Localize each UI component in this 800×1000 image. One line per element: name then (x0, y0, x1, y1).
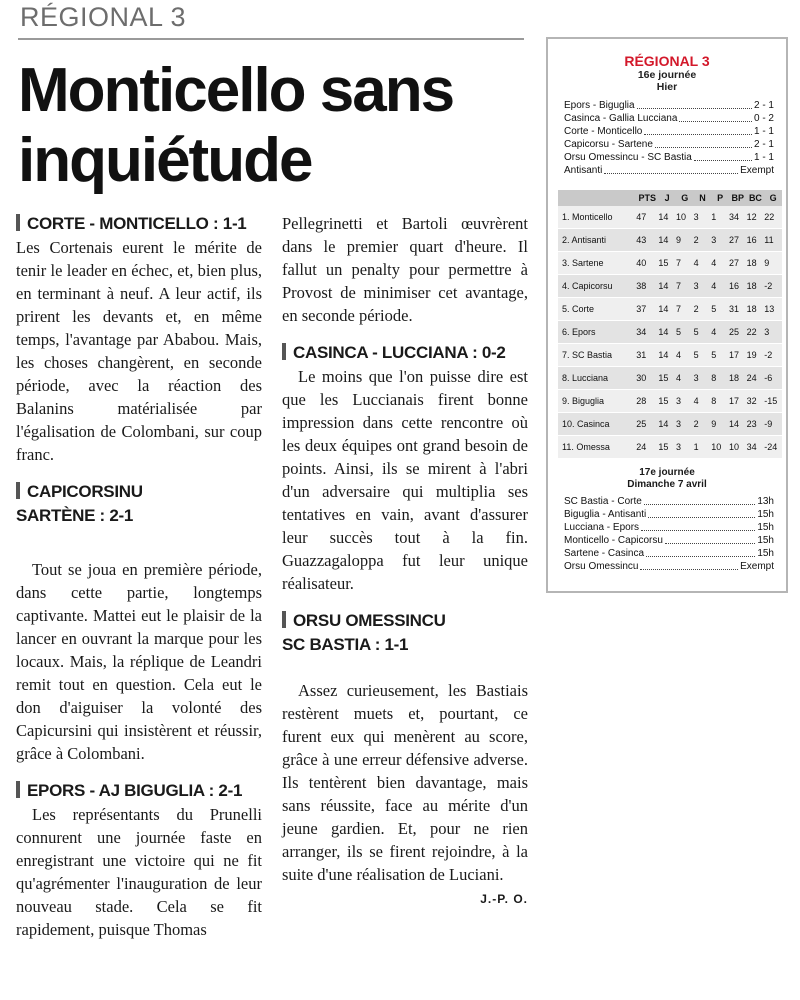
standings-col-header: N (694, 190, 712, 206)
standings-cell: 34 (636, 321, 658, 344)
fixture-row-label: SC Bastia - Corte (564, 496, 642, 507)
standings-team: 10. Casinca (558, 413, 636, 436)
standings-col-header: P (711, 190, 729, 206)
standings-cell: 18 (747, 252, 765, 275)
standings-col-header (558, 190, 636, 206)
standings-cell: 9 (676, 229, 694, 252)
standings-cell: 3 (676, 436, 694, 459)
standings-row (558, 390, 782, 413)
leader-dots (694, 160, 752, 161)
sidebar-header (552, 53, 782, 93)
standings-body (558, 206, 782, 459)
result-row-value: 1 - 1 (753, 152, 774, 163)
standings-cell: 3 (694, 367, 712, 390)
standings-cell: -15 (764, 390, 782, 413)
standings-cell: 7 (676, 275, 694, 298)
standings-cell: 9 (711, 413, 729, 436)
sidebar-round-sub: Hier (656, 81, 678, 93)
section-heading-epors-biguglia (16, 779, 262, 803)
standings-col-header: BC (747, 190, 765, 206)
standings-cell: 14 (729, 413, 747, 436)
leader-dots (637, 108, 752, 109)
result-row-label: Antisanti (564, 165, 603, 176)
standings-team: 11. Omessa (558, 436, 636, 459)
leader-dots (644, 134, 752, 135)
standings-cell: 9 (764, 252, 782, 275)
standings-row (558, 229, 782, 252)
result-row-label: Casinca - Gallia Lucciana (564, 113, 678, 124)
standings-col-header: G (764, 190, 782, 206)
standings-cell: 43 (636, 229, 658, 252)
standings-cell: 47 (636, 206, 658, 229)
spacer (282, 595, 528, 609)
standings-cell: 38 (636, 275, 658, 298)
fixture-row (564, 495, 774, 508)
paragraph: Tout se joua en première période, dans cette partie, longtemps captivante. Mattei eut le plaisir de la lancer en ouvrant la marque pour les locaux. Mais, la réplique de Leandri remit tout en question. Cela eut le don d'aiguiser la volonté des Capicursini qui insistèrent et réussir, grâce à Colombani. (16, 560, 262, 763)
standings-cell: 15 (658, 252, 676, 275)
standings-cell: 13 (764, 298, 782, 321)
standings-cell: 12 (747, 206, 765, 229)
standings-row (558, 436, 782, 459)
standings-cell: 18 (747, 298, 765, 321)
standings-cell: 1 (711, 206, 729, 229)
standings-cell: 10 (729, 436, 747, 459)
paragraph: Les représentants du Prunelli connurent une journée faste en enregistrant une victoire qui ne fit qu'agrémenter l'inauguration de leur nouveau stade. Cela se fit rapidement, puisque Thomas (16, 805, 262, 939)
standings-cell: 4 (694, 252, 712, 275)
standings-cell: 10 (676, 206, 694, 229)
standings-cell: 4 (711, 252, 729, 275)
standings-cell: 5 (711, 298, 729, 321)
paragraph: Les Cortenais eurent le mérite de tenir le leader en échec, et, bien plus, en terminant à neuf. A leur actif, ils prirent les devants et, en même temps, l'avantage par Ababou. Mais, les choses changèrent, en seconde période, avec la réaction des Balanins matérialisée par l'égalisation de Colombani, sur coup franc. (16, 238, 262, 464)
result-row (564, 138, 774, 151)
standings-row (558, 413, 782, 436)
result-row-label: Epors - Biguglia (564, 100, 635, 111)
standings-cell: 16 (729, 275, 747, 298)
standings-cell: 34 (729, 206, 747, 229)
section-kicker: RÉGIONAL 3 (20, 2, 187, 32)
standings-cell: 4 (676, 344, 694, 367)
standings-cell: 27 (729, 252, 747, 275)
heading-text: ORSU OMESSINCU (293, 611, 446, 630)
fixture-row-value: Exempt (740, 561, 774, 572)
heading-text: SC BASTIA : 1-1 (282, 635, 409, 654)
standings-cell: 4 (676, 367, 694, 390)
next-round-header (548, 467, 786, 491)
standings-row (558, 344, 782, 367)
standings-cell: 7 (676, 298, 694, 321)
standings-cell: 14 (658, 206, 676, 229)
standings-cell: 18 (729, 367, 747, 390)
leader-dots (679, 121, 752, 122)
standings-cell: 11 (764, 229, 782, 252)
standings-cell: 18 (747, 275, 765, 298)
standings-team: 4. Capicorsu (558, 275, 636, 298)
fixture-row-value: 15h (757, 522, 774, 533)
fixture-row-label: Monticello - Capicorsu (564, 535, 663, 546)
standings-cell: 15 (658, 367, 676, 390)
section-heading-casinca-lucciana (282, 341, 528, 365)
standings-cell: 19 (747, 344, 765, 367)
heading-bar (282, 343, 286, 360)
leader-dots (644, 504, 756, 505)
result-row-label: Orsu Omessincu - SC Bastia (564, 152, 692, 163)
standings-cell: 14 (658, 229, 676, 252)
standings-cell: 3 (694, 206, 712, 229)
heading-bar (16, 214, 20, 231)
standings-cell: 2 (694, 229, 712, 252)
standings-cell: 8 (711, 367, 729, 390)
standings-cell: 5 (694, 344, 712, 367)
standings-cell: 40 (636, 252, 658, 275)
result-row-label: Corte - Monticello (564, 126, 643, 137)
standings-cell: 22 (747, 321, 765, 344)
sidebar-round: 16e journée (637, 69, 697, 81)
heading-text: CORTE - MONTICELLO : 1-1 (27, 214, 247, 233)
fixture-row (564, 534, 774, 547)
leader-dots (665, 543, 755, 544)
standings-cell: 17 (729, 344, 747, 367)
standings-cell: 37 (636, 298, 658, 321)
standings-team: 6. Epors (558, 321, 636, 344)
article-column-1 (16, 212, 262, 941)
standings-cell: 34 (747, 436, 765, 459)
standings-team: 9. Biguglia (558, 390, 636, 413)
standings-cell: 7 (676, 252, 694, 275)
standings-cell: 25 (729, 321, 747, 344)
standings-cell: 14 (658, 413, 676, 436)
standings-team: 2. Antisanti (558, 229, 636, 252)
standings-row (558, 252, 782, 275)
fixture-row-label: Orsu Omessincu (564, 561, 639, 572)
next-round-label: 17e journée (639, 467, 695, 478)
standings-cell: -2 (764, 344, 782, 367)
standings-team: 1. Monticello (558, 206, 636, 229)
result-row-value: 2 - 1 (753, 100, 774, 111)
section-heading-orsu-bastia (282, 609, 528, 657)
fixture-row-value: 15h (757, 509, 774, 520)
result-row (564, 125, 774, 138)
kicker-rule (18, 38, 524, 40)
heading-text: CAPICORSINU (27, 482, 143, 501)
fixture-row (564, 547, 774, 560)
standings-cell: 4 (694, 390, 712, 413)
standings-col-header: PTS (636, 190, 658, 206)
heading-text: CASINCA - LUCCIANA : 0-2 (293, 343, 506, 362)
standings-cell: 24 (636, 436, 658, 459)
standings-cell: 24 (747, 367, 765, 390)
leader-dots (604, 173, 738, 174)
standings-cell: 3 (676, 413, 694, 436)
fixtures-list (564, 495, 774, 573)
standings-cell: 16 (747, 229, 765, 252)
spacer (16, 765, 262, 779)
standings-row (558, 275, 782, 298)
standings-cell: 5 (694, 321, 712, 344)
leader-dots (641, 530, 755, 531)
standings-row (558, 367, 782, 390)
result-row (564, 151, 774, 164)
fixture-row (564, 560, 774, 573)
standings-cell: 25 (636, 413, 658, 436)
standings-cell: 31 (636, 344, 658, 367)
standings-cell: -6 (764, 367, 782, 390)
fixture-row-value: 15h (757, 548, 774, 559)
standings-cell: -9 (764, 413, 782, 436)
standings-cell: 27 (729, 229, 747, 252)
fixture-row-label: Sartene - Casinca (564, 548, 645, 559)
standings-cell: 1 (694, 436, 712, 459)
standings-cell: 23 (747, 413, 765, 436)
standings-cell: 3 (676, 390, 694, 413)
standings-team: 7. SC Bastia (558, 344, 636, 367)
fixture-row-label: Lucciana - Epors (564, 522, 640, 533)
fixture-row (564, 521, 774, 534)
result-row (564, 164, 774, 177)
standings-cell: 17 (729, 390, 747, 413)
standings-cell: 32 (747, 390, 765, 413)
result-row-value: 2 - 1 (753, 139, 774, 150)
standings-cell: 14 (658, 344, 676, 367)
standings-cell: 2 (694, 413, 712, 436)
standings-team: 3. Sartene (558, 252, 636, 275)
leader-dots (640, 569, 738, 570)
headline: Monticello sans inquiétude (18, 56, 454, 195)
heading-text: EPORS - AJ BIGUGLIA : 2-1 (27, 781, 243, 800)
standings-cell: 3 (764, 321, 782, 344)
heading-bar (16, 781, 20, 798)
paragraph: Pellegrinetti et Bartoli œuvrèrent dans le premier quart d'heure. Il fallut un penalty pour permettre à Provost de minimiser cet avantage, en seconde période. (282, 214, 528, 325)
fixture-row-value: 15h (757, 535, 774, 546)
standings-cell: 2 (694, 298, 712, 321)
standings-col-header: G (676, 190, 694, 206)
standings-cell: 8 (711, 390, 729, 413)
standings-col-header: J (658, 190, 676, 206)
fixture-row-label: Biguglia - Antisanti (564, 509, 647, 520)
fixture-row-value: 13h (757, 496, 774, 507)
standings-row (558, 206, 782, 229)
standings-cell: 10 (711, 436, 729, 459)
standings-cell: -24 (764, 436, 782, 459)
spacer (16, 528, 262, 558)
standings-cell: 28 (636, 390, 658, 413)
leader-dots (646, 556, 755, 557)
standings-row (558, 298, 782, 321)
paragraph: Le moins que l'on puisse dire est que les Luccianais firent bonne impression dans cette rencontre où les deux équipes ont grand besoin de points. Ainsi, ils se mirent à l'abri d'un adversaire qui multiplia ses tentatives en vain, avant d'assurer leur succès tout à la fin. Guazzagaloppa fut leur unique réalisateur. (282, 367, 528, 593)
fixture-row (564, 508, 774, 521)
standings-cell: 5 (676, 321, 694, 344)
section-heading-corte-monticello (16, 212, 262, 236)
sidebar-title: RÉGIONAL 3 (624, 53, 710, 69)
standings-cell: 14 (658, 298, 676, 321)
standings-cell: 4 (711, 321, 729, 344)
next-round-date: Dimanche 7 avril (627, 479, 707, 490)
results-list (564, 99, 774, 177)
standings-cell: -2 (764, 275, 782, 298)
heading-text: SARTÈNE : 2-1 (16, 506, 134, 525)
result-row-value: 0 - 2 (753, 113, 774, 124)
standings-cell: 3 (694, 275, 712, 298)
result-row-label: Capicorsu - Sartene (564, 139, 653, 150)
standings-col-header: BP (729, 190, 747, 206)
standings-header-row (558, 190, 782, 206)
standings-cell: 5 (711, 344, 729, 367)
leader-dots (648, 517, 755, 518)
results-sidebar (546, 37, 788, 593)
result-row (564, 99, 774, 112)
leader-dots (655, 147, 752, 148)
paragraph: Assez curieusement, les Bastiais restèrent muets et, pourtant, ce furent eux qui menèrent au score, grâce à une erreur défensive adverse. Ils tentèrent bien davantage, mais sans réussite, face au mérite d'un jeune gardien. Et, pour ne rien arranger, ils se firent rejoindre, à la suite d'une réalisation de Luciani. (282, 681, 528, 884)
result-row-value: Exempt (740, 165, 774, 176)
result-row (564, 112, 774, 125)
spacer (16, 466, 262, 480)
standings-cell: 14 (658, 321, 676, 344)
section-heading-capicorsinu-sartene (16, 480, 262, 528)
author-signature: J.-P. O. (480, 892, 528, 906)
heading-bar (16, 482, 20, 499)
standings-cell: 14 (658, 275, 676, 298)
standings-cell: 31 (729, 298, 747, 321)
standings-cell: 3 (711, 229, 729, 252)
standings-cell: 30 (636, 367, 658, 390)
standings-team: 8. Lucciana (558, 367, 636, 390)
standings-cell: 22 (764, 206, 782, 229)
standings-row (558, 321, 782, 344)
spacer (282, 657, 528, 679)
standings-cell: 15 (658, 436, 676, 459)
spacer (282, 327, 528, 341)
standings-cell: 15 (658, 390, 676, 413)
result-row-value: 1 - 1 (753, 126, 774, 137)
standings-team: 5. Corte (558, 298, 636, 321)
article-column-2 (282, 212, 528, 906)
heading-bar (282, 611, 286, 628)
standings-table (558, 190, 782, 459)
standings-cell: 4 (711, 275, 729, 298)
